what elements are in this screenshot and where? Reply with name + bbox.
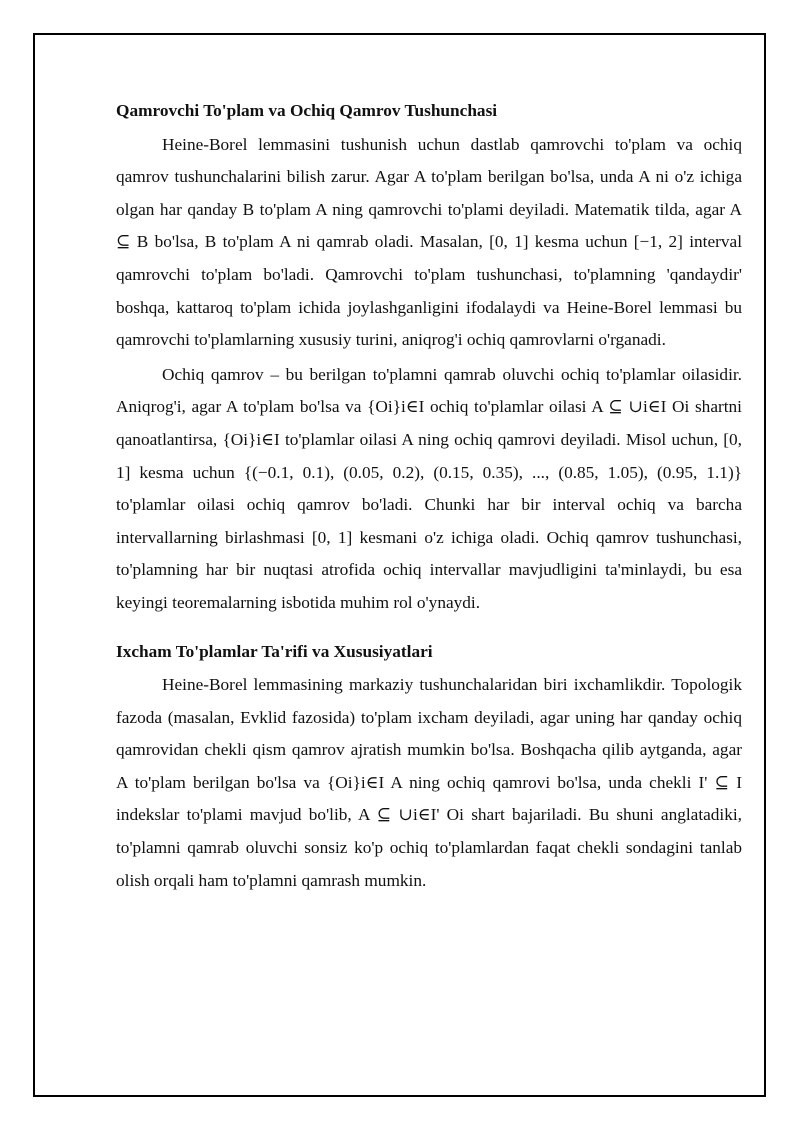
section-open-cover bbox=[116, 95, 742, 620]
document-body bbox=[116, 95, 742, 899]
paragraph: Heine-Borel lemmasining markaziy tushunchalaridan biri ixchamlikdir. Topologik fazoda (masalan, Evklid fazosida) to'plam ixcham deyiladi, agar uning har qanday ochiq qamrovidan chekli qism qamrov ajratish mumkin bo'lsa. Boshqacha qilib aytganda, agar A to'plam berilgan bo'lsa va {Oi}i∈I A ning ochiq qamrovi bo'lsa, unda chekli I' ⊆ I indekslar to'plami mavjud bo'lib, A ⊆ ∪i∈I' Oi shart bajariladi. Bu shuni anglatadiki, to'plamni qamrab oluvchi sonsiz ko'p ochiq to'plamlardan faqat chekli sondagini tanlab olish orqali ham to'plamni qamrash mumkin. bbox=[116, 675, 742, 890]
section-spacer bbox=[116, 622, 742, 636]
section-heading: Qamrovchi To'plam va Ochiq Qamrov Tushunchasi bbox=[116, 101, 498, 120]
section-heading: Ixcham To'plamlar Ta'rifi va Xususiyatlari bbox=[116, 641, 433, 661]
paragraph: Heine-Borel lemmasini tushunish uchun dastlab qamrovchi to'plam va ochiq qamrov tushunchalarini bilish zarur. Agar A to'plam berilgan bo'lsa, unda A ni o'z ichiga olgan har qanday B to'plam A ning qamrovchi to'plami deyiladi. Matematik tilda, agar A ⊆ B bo'lsa, B to'plam A ni qamrab oladi. Masalan, [0, 1] kesma uchun [−1, 2] interval qamrovchi to'plam bo'ladi. Qamrovchi to'plam tushunchasi, to'plamning 'qandaydir' boshqa, kattaroq to'plam ichida joylashganligini ifodalaydi va Heine-Borel lemmasi bu qamrovchi to'plamlarning xususiy turini, aniqrog'i ochiq qamrovlarni o'rganadi. bbox=[116, 134, 742, 350]
section-compact-sets bbox=[116, 636, 742, 898]
paragraph: Ochiq qamrov – bu berilgan to'plamni qamrab oluvchi ochiq to'plamlar oilasidir. Aniqrog'i, agar A to'plam bo'lsa va {Oi}i∈I ochiq to'plamlar oilasi A ⊆ ∪i∈I Oi shartni qanoatlantirsa, {Oi}i∈I to'plamlar oilasi A ning ochiq qamrovi deyiladi. Misol uchun, [0, 1] kesma uchun {(−0.1, 0.1), (0.05, 0.2), (0.15, 0.35), ..., (0.85, 1.05), (0.95, 1.1)} to'plamlar oilasi ochiq qamrov bo'ladi. Chunki har bir interval ochiq va barcha intervallarning birlashmasi [0, 1] kesmani o'z ichiga oladi. Ochiq qamrov tushunchasi, to'plamning har bir nuqtasi atrofida ochiq intervallar mavjudligini ta'minlaydi, bu esa keyingi teoremalarning isbotida muhim rol o'ynaydi. bbox=[116, 364, 742, 612]
